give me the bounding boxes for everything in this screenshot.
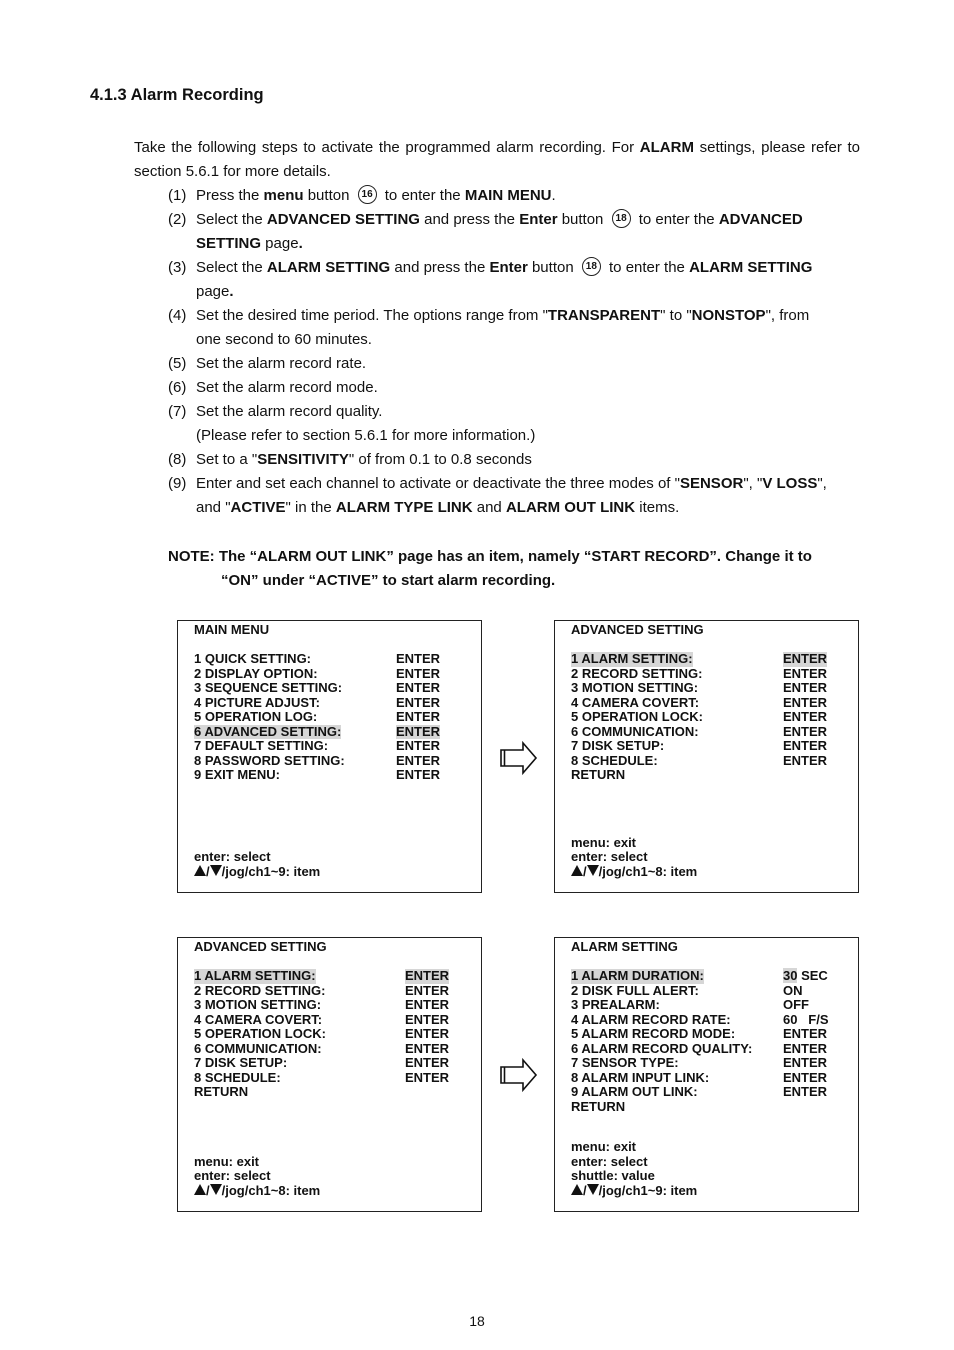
menu-item[interactable]: 6 COMMUNICATION: ENTER [194, 1040, 450, 1056]
menu-footer: enter: select / /jog/ch1~9: item [194, 849, 321, 879]
enter-button-icon: 18 [582, 257, 601, 276]
menu-item-selected[interactable]: 1 ALARM DURATION: 30 SEC [571, 968, 828, 983]
menu-item[interactable]: 3 SEQUENCE SETTING: ENTER [194, 680, 441, 695]
menu-item[interactable]: 1 QUICK SETTING: ENTER [194, 651, 441, 666]
menu-item[interactable]: 2 DISPLAY OPTION: ENTER [194, 665, 441, 681]
menu-item[interactable]: 2 RECORD SETTING: ENTER [194, 982, 450, 998]
menu-item[interactable]: 3 PREALARM: OFF [571, 997, 809, 1012]
menu-item[interactable]: 8 ALARM INPUT LINK: ENTER [571, 1069, 828, 1085]
step-9: (9) Enter and set each channel to activate or deactivate the three modes of "SENSOR", "V LOSS", [168, 475, 827, 492]
down-arrow-icon [587, 865, 599, 876]
menu-item[interactable]: 9 ALARM OUT LINK: ENTER [571, 1084, 828, 1099]
menu-item-return[interactable]: RETURN [571, 1098, 626, 1114]
menu-item[interactable]: 5 OPERATION LOCK: ENTER [194, 1026, 450, 1041]
down-arrow-icon [210, 865, 222, 876]
up-arrow-icon [571, 865, 583, 876]
step-4: (4) Set the desired time period. The options range from "TRANSPARENT" to "NONSTOP", from [168, 307, 810, 324]
step-2: (2) Select the ADVANCED SETTING and press the Enter button 18 to enter the ADVANCED [168, 211, 803, 228]
menu-item-selected[interactable]: 1 ALARM SETTING: ENTER [194, 968, 450, 983]
up-arrow-icon [571, 1184, 583, 1195]
menu-footer: menu: exit enter: select / /jog/ch1~8: item [194, 1153, 321, 1198]
enter-button-icon: 18 [612, 209, 631, 228]
page-number: 18 [469, 1313, 485, 1329]
up-arrow-icon [194, 865, 206, 876]
menu-item[interactable]: 7 SENSOR TYPE: ENTER [571, 1055, 828, 1070]
note: NOTE: The “ALARM OUT LINK” page has an item, namely “START RECORD”. Change it to “ON” under “ACTIVE” to start alarm recording. [168, 548, 812, 589]
down-arrow-icon [210, 1184, 222, 1195]
steps-list: (1) Press the menu button 16 to enter the MAIN MENU. (2) Select the ADVANCED SETTING and press the Enter button 18 to enter the ADVANCED SETTING page. (3) Select the ALARM SETTING and press the Enter button 18 to enter the ALARM SETTING page. (4) Set the desired time period. The options range from "TRANSPARENT" to "NONSTOP", from one second to 60 minutes. (5) Set the alarm record rate. (6) Set the alarm record mode. (7) Set the alarm record quality. (Please refer to section 5.6.1 for more information.) (8) Set to a "SENSITIVITY" of from 0.1 to 0.8 seconds (9) Enter and set each channel to activate or deactivate the three modes of "SENSOR", "V LOSS", and "ACTIVE" in the ALARM TYPE LINK and ALARM OUT LINK items. [168, 184, 868, 520]
menu-item[interactable]: 7 DISK SETUP: ENTER [194, 1055, 450, 1070]
menu-item[interactable]: 2 RECORD SETTING: ENTER [571, 665, 828, 681]
menu-title: MAIN MENU [194, 622, 270, 637]
menu-item[interactable]: 8 SCHEDULE: ENTER [571, 752, 828, 768]
alarm-setting-screen [554, 937, 859, 1212]
menu-title: ADVANCED SETTING [194, 939, 327, 954]
menu-item[interactable]: 3 MOTION SETTING: ENTER [194, 997, 450, 1012]
menu-button-icon: 16 [358, 185, 377, 204]
step-1: (1) Press the menu button 16 to enter the MAIN MENU. [168, 187, 556, 204]
section-heading: 4.1.3 Alarm Recording [90, 86, 264, 104]
menu-item[interactable]: 6 COMMUNICATION: ENTER [571, 723, 828, 739]
main-menu-screen [177, 620, 482, 893]
step-8: (8) Set to a "SENSITIVITY" of from 0.1 to 0.8 seconds [168, 451, 532, 468]
menu-footer: menu: exit enter: select shuttle: value / /jog/ch1~9: item [571, 1139, 698, 1198]
right-arrow-icon [497, 1058, 539, 1092]
menu-item[interactable]: 5 OPERATION LOCK: ENTER [571, 709, 828, 724]
up-arrow-icon [194, 1184, 206, 1195]
menu-item[interactable]: 5 OPERATION LOG: ENTER [194, 709, 441, 724]
advanced-setting-screen-2 [177, 937, 482, 1212]
menu-item[interactable]: 2 DISK FULL ALERT: ON [571, 982, 803, 998]
menu-item[interactable]: 5 ALARM RECORD MODE: ENTER [571, 1026, 828, 1041]
step-5: (5) Set the alarm record rate. [168, 355, 367, 372]
menu-item[interactable]: 8 PASSWORD SETTING: ENTER [194, 752, 441, 768]
menu-item[interactable]: 7 DISK SETUP: ENTER [571, 738, 828, 753]
menu-item[interactable]: 4 CAMERA COVERT: ENTER [194, 1011, 450, 1027]
menu-item[interactable]: 3 MOTION SETTING: ENTER [571, 680, 828, 695]
menu-item-selected[interactable]: 6 ADVANCED SETTING: ENTER [194, 723, 441, 739]
menu-title: ADVANCED SETTING [571, 622, 704, 637]
menu-item[interactable]: 9 EXIT MENU: ENTER [194, 767, 441, 782]
menu-item-return[interactable]: RETURN [194, 1084, 249, 1099]
menu-title: ALARM SETTING [571, 939, 678, 954]
menu-item[interactable]: 4 PICTURE ADJUST: ENTER [194, 694, 441, 710]
advanced-setting-screen [554, 620, 859, 893]
menu-footer: menu: exit enter: select / /jog/ch1~8: item [571, 834, 698, 879]
right-arrow-icon [497, 741, 539, 775]
menu-item[interactable]: 8 SCHEDULE: ENTER [194, 1069, 450, 1085]
intro-paragraph: Take the following steps to activate the programmed alarm recording. For ALARM settings, please refer to section 5.6.1 for more details. [134, 139, 860, 180]
step-6: (6) Set the alarm record mode. [168, 379, 378, 396]
down-arrow-icon [587, 1184, 599, 1195]
menu-item[interactable]: 4 CAMERA COVERT: ENTER [571, 694, 828, 710]
step-7: (7) Set the alarm record quality. [168, 403, 383, 420]
menu-item[interactable]: 7 DEFAULT SETTING: ENTER [194, 738, 441, 753]
menu-item-return[interactable]: RETURN [571, 767, 626, 782]
menu-item-selected[interactable]: 1 ALARM SETTING: ENTER [571, 651, 828, 666]
step-3: (3) Select the ALARM SETTING and press the Enter button 18 to enter the ALARM SETTING [168, 259, 813, 276]
menu-item[interactable]: 6 ALARM RECORD QUALITY: ENTER [571, 1040, 828, 1056]
menu-item[interactable]: 4 ALARM RECORD RATE: 60 F/S [571, 1011, 829, 1027]
